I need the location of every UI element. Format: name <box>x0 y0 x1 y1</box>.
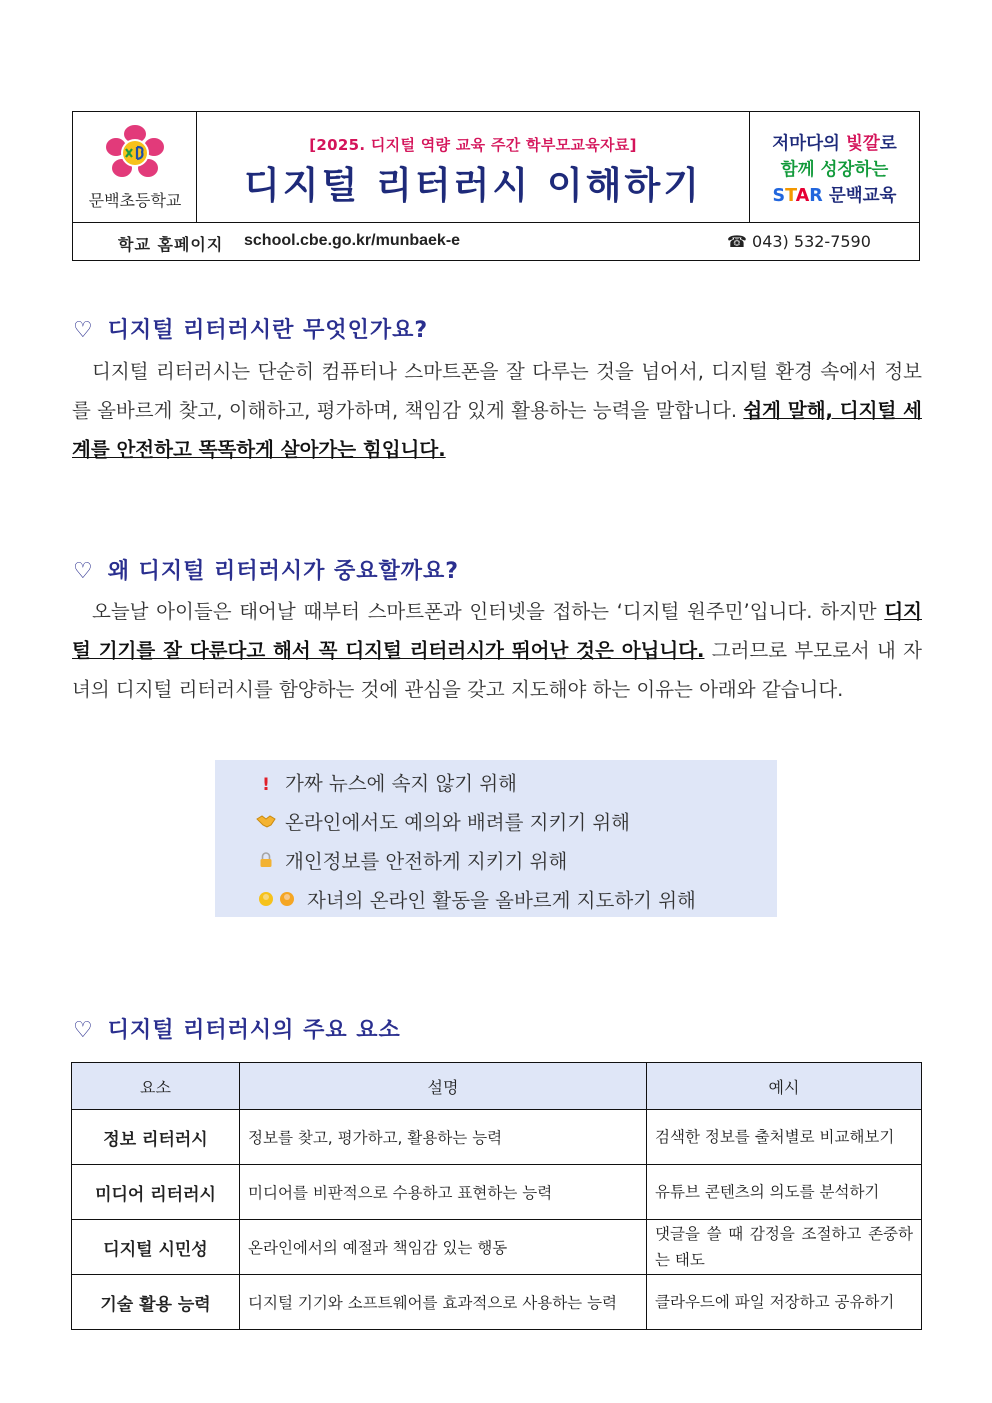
paragraph-emphasis: 디지털 기기를 잘 다룬다고 해서 꼭 디지털 리터러시가 뛰어난 것은 아닙니다. <box>72 600 922 662</box>
element-cell: 디지털 시민성 <box>72 1220 240 1275</box>
section-title-text: 디지털 리터러시의 주요 요소 <box>107 1018 401 1043</box>
reason-item <box>255 768 517 796</box>
slogan-line-2: 함께 성장하는 <box>780 160 889 180</box>
description-cell: 온라인에서의 예절과 책임감 있는 행동 <box>240 1220 647 1275</box>
example-cell: 댓글을 쓸 때 감정을 조절하고 존중하는 태도 <box>647 1220 922 1275</box>
homepage-url[interactable]: school.cbe.go.kr/munbaek-e <box>244 232 461 249</box>
heart-icon: ♡ <box>73 318 94 343</box>
star-letter-r: R <box>809 186 823 206</box>
slogan-highlight: 빛깔 <box>846 134 880 154</box>
column-header-description: 설명 <box>240 1063 647 1110</box>
star-letter-a: A <box>795 186 810 206</box>
column-header-element: 요소 <box>72 1063 240 1110</box>
column-header-example: 예시 <box>647 1063 922 1110</box>
phone-text: 043) 532-7590 <box>752 232 871 251</box>
section-title-text: 왜 디지털 리터러시가 중요할까요? <box>107 559 460 584</box>
phone-icon: ☎ <box>727 232 753 251</box>
key-elements-table <box>71 1062 922 1330</box>
example-cell: 검색한 정보를 출처별로 비교해보기 <box>647 1110 922 1165</box>
heart-icon: ♡ <box>73 1018 94 1043</box>
parent-child-icon <box>255 891 299 911</box>
table-header-row <box>72 1063 922 1110</box>
exclamation-icon: ! <box>262 775 270 795</box>
description-cell: 디지털 기기와 소프트웨어를 효과적으로 사용하는 능력 <box>240 1275 647 1330</box>
table-row <box>72 1275 922 1330</box>
homepage-label: 학교 홈페이지 <box>118 235 224 254</box>
example-cell: 유튜브 콘텐츠의 의도를 분석하기 <box>647 1165 922 1220</box>
school-emblem-icon <box>106 125 164 179</box>
title-cell <box>197 112 749 223</box>
star-letter-t: T <box>785 186 796 206</box>
section-title-why-important <box>73 554 459 585</box>
handshake-icon <box>255 813 277 833</box>
description-cell: 정보를 찾고, 평가하고, 활용하는 능력 <box>240 1110 647 1165</box>
lock-icon <box>255 852 277 872</box>
reason-text: 온라인에서도 예의와 배려를 지키기 위해 <box>285 811 631 834</box>
element-cell: 기술 활용 능력 <box>72 1275 240 1330</box>
reason-item <box>255 807 630 835</box>
section2-paragraph <box>72 592 922 709</box>
description-cell: 미디어를 비판적으로 수용하고 표현하는 능력 <box>240 1165 647 1220</box>
section1-paragraph <box>72 352 922 469</box>
slogan-text: 저마다의 <box>772 134 846 154</box>
table-row <box>72 1165 922 1220</box>
section-title-key-elements <box>73 1013 401 1044</box>
star-letter-s: S <box>772 186 786 206</box>
document-subtitle: [2025. 디지털 역량 교육 주간 학부모교육자료] <box>309 136 637 154</box>
slogan-line-3 <box>750 182 919 207</box>
section-title-text: 디지털 리터러시란 무엇인가요? <box>107 318 429 343</box>
reason-item <box>255 846 567 874</box>
paragraph-text: 디지털 리터러시는 단순히 컴퓨터나 스마트폰을 잘 다루는 것을 넘어서, 디지털 환경 속에서 정보를 올바르게 찾고, 이해하고, 평가하며, 책임감 있게 활용하는 능력을 말합니다. <box>72 360 922 422</box>
school-name: 문백초등학교 <box>88 191 182 210</box>
reason-text: 자녀의 온라인 활동을 올바르게 지도하기 위해 <box>307 889 696 912</box>
header-top-row <box>73 112 919 223</box>
element-cell: 미디어 리터러시 <box>72 1165 240 1220</box>
reasons-box <box>215 760 777 917</box>
logo-cell <box>73 112 197 223</box>
document-title: 디지털 리터러시 이해하기 <box>244 164 702 207</box>
paragraph-text: 그러므로 부모로서 내 자녀의 디지털 리터러시를 함양하는 것에 관심을 갖고 지도해야 하는 이유는 아래와 같습니다. <box>72 639 922 701</box>
example-cell: 클라우드에 파일 저장하고 공유하기 <box>647 1275 922 1330</box>
document-header <box>72 111 920 261</box>
reason-text: 개인정보를 안전하게 지키기 위해 <box>285 850 568 873</box>
reason-item <box>255 885 696 913</box>
phone-number <box>727 232 871 251</box>
school-slogan <box>749 112 919 223</box>
table-row <box>72 1110 922 1165</box>
header-contact-row <box>73 223 919 261</box>
paragraph-text: 오늘날 아이들은 태어날 때부터 스마트폰과 인터넷을 접하는 ‘디지털 원주민’입니다. 하지만 <box>92 600 885 623</box>
slogan-line-1 <box>750 130 919 155</box>
table-row <box>72 1220 922 1275</box>
heart-icon: ♡ <box>73 559 94 584</box>
reason-text: 가짜 뉴스에 속지 않기 위해 <box>285 772 518 795</box>
slogan-text: 로 <box>879 134 897 154</box>
section-title-what-is <box>73 313 428 344</box>
slogan-text: 문백교육 <box>822 186 897 206</box>
paragraph-emphasis: 쉽게 말해, 디지털 세계를 안전하고 똑똑하게 살아가는 힘입니다. <box>72 399 922 461</box>
element-cell: 정보 리터러시 <box>72 1110 240 1165</box>
